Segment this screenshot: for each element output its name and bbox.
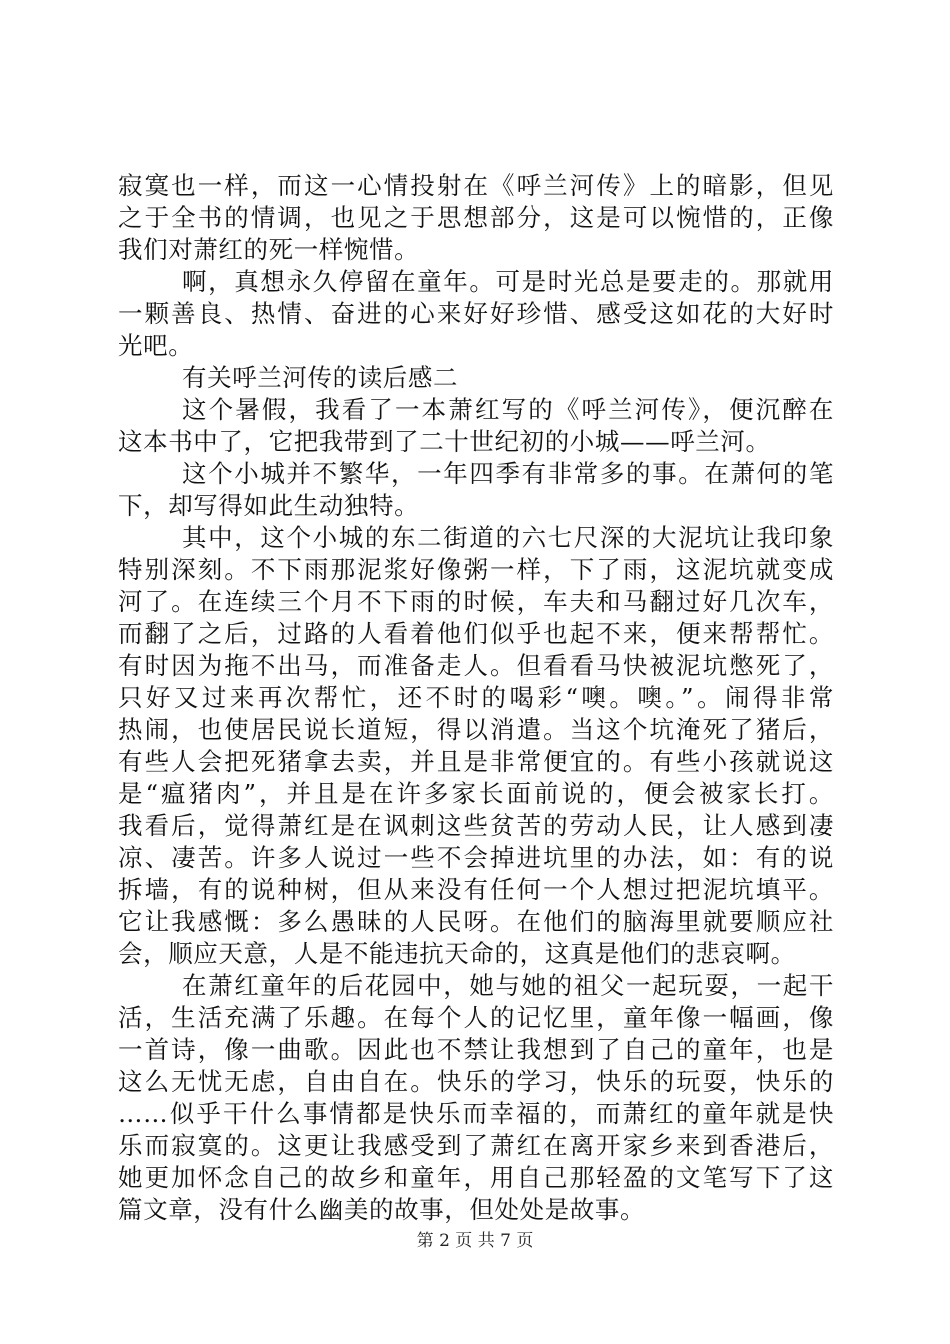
text-line: ……似乎干什么事情都是快乐而幸福的，而萧红的童年就是快 bbox=[118, 1099, 834, 1128]
text-line: 我看后，觉得萧红是在讽刺这些贫苦的劳动人民，让人感到凄 bbox=[118, 811, 834, 840]
text-line: 有些人会把死猪拿去卖，并且是非常便宜的。有些小孩就说这 bbox=[118, 747, 834, 776]
document-body bbox=[118, 170, 834, 1226]
text-line: 一颗善良、热情、奋进的心来好好珍惜、感受这如花的大好时 bbox=[118, 299, 834, 328]
text-line: 乐而寂寞的。这更让我感受到了萧红在离开家乡来到香港后， bbox=[118, 1131, 834, 1160]
text-line: 拆墙，有的说种树，但从来没有任何一个人想过把泥坑填平。 bbox=[118, 875, 834, 904]
text-line: 这个暑假，我看了一本萧红写的《呼兰河传》，便沉醉在 bbox=[182, 395, 834, 424]
text-line: 是“瘟猪肉”，并且是在许多家长面前说的，便会被家长打。 bbox=[118, 779, 834, 808]
text-line: 这本书中了，它把我带到了二十世纪初的小城——呼兰河。 bbox=[118, 427, 771, 456]
text-line: 有时因为拖不出马，而准备走人。但看看马快被泥坑憋死了， bbox=[118, 651, 834, 680]
text-line: 热闹，也使居民说长道短，得以消遣。当这个坑淹死了猪后， bbox=[118, 715, 834, 744]
text-line: 之于全书的情调，也见之于思想部分，这是可以惋惜的，正像 bbox=[118, 203, 834, 232]
text-line: 它让我感慨：多么愚昧的人民呀。在他们的脑海里就要顺应社 bbox=[118, 907, 834, 936]
page-footer: 第 2 页 共 7 页 bbox=[416, 1231, 534, 1251]
text-line: 寂寞也一样，而这一心情投射在《呼兰河传》上的暗影，但见 bbox=[118, 171, 834, 200]
text-line: 在萧红童年的后花园中，她与她的祖父一起玩耍，一起干 bbox=[182, 971, 834, 1000]
text-line: 其中，这个小城的东二街道的六七尺深的大泥坑让我印象 bbox=[182, 523, 834, 552]
text-line: 这个小城并不繁华，一年四季有非常多的事。在萧何的笔 bbox=[182, 459, 834, 488]
text-line: 只好又过来再次帮忙，还不时的喝彩“噢。噢。”。闹得非常 bbox=[118, 683, 834, 712]
text-line: 一首诗，像一曲歌。因此也不禁让我想到了自己的童年，也是 bbox=[118, 1035, 834, 1064]
text-line: 她更加怀念自己的故乡和童年，用自己那轻盈的文笔写下了这 bbox=[118, 1163, 834, 1192]
text-line: 下，却写得如此生动独特。 bbox=[118, 491, 420, 520]
text-line: 有关呼兰河传的读后感二 bbox=[182, 363, 459, 392]
text-line: 会，顺应天意，人是不能违抗天命的，这真是他们的悲哀啊。 bbox=[118, 939, 796, 968]
text-line: 而翻了之后，过路的人看着他们似乎也起不来，便来帮帮忙。 bbox=[118, 619, 834, 648]
text-line: 我们对萧红的死一样惋惜。 bbox=[118, 235, 420, 264]
text-line: 啊，真想永久停留在童年。可是时光总是要走的。那就用 bbox=[182, 267, 834, 296]
text-line: 凉、凄苦。许多人说过一些不会掉进坑里的办法，如：有的说 bbox=[118, 843, 834, 872]
text-line: 这么无忧无虑，自由自在。快乐的学习，快乐的玩耍，快乐的 bbox=[118, 1067, 834, 1096]
text-line: 河了。在连续三个月不下雨的时候，车夫和马翻过好几次车， bbox=[118, 587, 834, 616]
text-line: 活，生活充满了乐趣。在每个人的记忆里，童年像一幅画，像 bbox=[118, 1003, 834, 1032]
text-line: 篇文章，没有什么幽美的故事，但处处是故事。 bbox=[118, 1195, 646, 1224]
text-line: 光吧。 bbox=[118, 331, 194, 360]
text-line: 特别深刻。不下雨那泥浆好像粥一样，下了雨，这泥坑就变成 bbox=[118, 555, 834, 584]
